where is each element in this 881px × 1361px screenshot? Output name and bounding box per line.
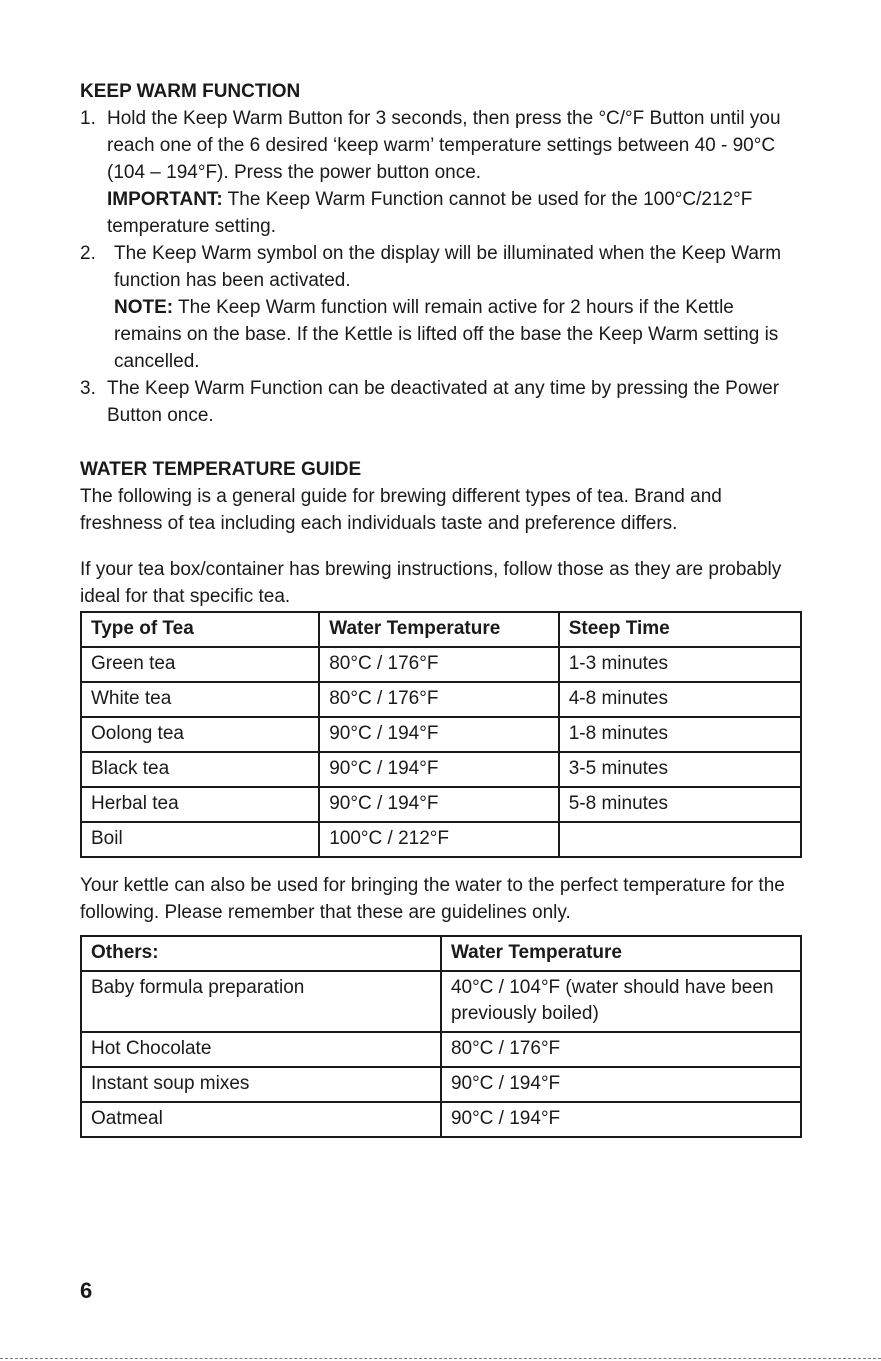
steep-time-cell: 5-8 minutes xyxy=(559,787,801,822)
keep-warm-step xyxy=(80,105,802,240)
temperature-cell: 90°C / 194°F xyxy=(441,1102,801,1137)
tea-table xyxy=(80,611,802,858)
header-water-temperature: Water Temperature xyxy=(441,936,801,971)
tea-type-cell: Oolong tea xyxy=(81,717,319,752)
manual-page xyxy=(80,78,802,1138)
temperature-cell: 90°C / 194°F xyxy=(441,1067,801,1102)
step-number: 1. xyxy=(80,108,96,129)
guide-intro-2: If your tea box/container has brewing instructions, follow those as they are probably ideal for that specific tea. xyxy=(80,559,782,607)
tea-type-cell: Black tea xyxy=(81,752,319,787)
step-number: 3. xyxy=(80,378,96,399)
others-intro: Your kettle can also be used for bringing the water to the perfect temperature for the following. Please remember that these are guidelines only. xyxy=(80,875,785,923)
temperature-cell: 100°C / 212°F xyxy=(319,822,558,857)
table-header-row xyxy=(81,612,801,647)
item-cell: Instant soup mixes xyxy=(81,1067,441,1102)
others-table xyxy=(80,935,802,1138)
keep-warm-steps xyxy=(80,105,802,429)
steep-time-cell: 1-8 minutes xyxy=(559,717,801,752)
temperature-cell: 80°C / 176°F xyxy=(441,1032,801,1067)
steep-time-cell: 3-5 minutes xyxy=(559,752,801,787)
table-row xyxy=(81,787,801,822)
temperature-cell: 80°C / 176°F xyxy=(319,682,558,717)
note-text: The Keep Warm function will remain active for 2 hours if the Kettle remains on the base. If the Kettle is lifted off the base the Keep Warm setting is cancelled. xyxy=(114,297,779,372)
page-bottom-rule xyxy=(0,1358,881,1359)
header-steep-time: Steep Time xyxy=(559,612,801,647)
temperature-cell: 90°C / 194°F xyxy=(319,752,558,787)
step-number: 2. xyxy=(80,243,96,264)
step-note xyxy=(114,294,802,375)
note-label: IMPORTANT: xyxy=(107,189,223,210)
keep-warm-step xyxy=(80,240,802,375)
temperature-cell: 40°C / 104°F (water should have been previously boiled) xyxy=(441,971,801,1032)
steep-time-cell: 1-3 minutes xyxy=(559,647,801,682)
step-note xyxy=(107,186,802,240)
table-row xyxy=(81,971,801,1032)
table-row xyxy=(81,647,801,682)
steep-time-cell: 4-8 minutes xyxy=(559,682,801,717)
header-type-of-tea: Type of Tea xyxy=(81,612,319,647)
header-water-temperature: Water Temperature xyxy=(319,612,558,647)
page-number: 6 xyxy=(80,1278,93,1303)
table-row xyxy=(81,717,801,752)
tea-type-cell: Green tea xyxy=(81,647,319,682)
step-text: The Keep Warm symbol on the display will be illuminated when the Keep Warm function has been activated. xyxy=(114,243,782,291)
table-row xyxy=(81,1102,801,1137)
table-row xyxy=(81,822,801,857)
guide-intro: The following is a general guide for brewing different types of tea. Brand and freshness of tea including each individuals taste and preference differs. xyxy=(80,486,722,534)
table-row xyxy=(81,752,801,787)
tea-type-cell: Herbal tea xyxy=(81,787,319,822)
steep-time-cell xyxy=(559,822,801,857)
table-header-row xyxy=(81,936,801,971)
table-row xyxy=(81,1067,801,1102)
temperature-guide-heading: WATER TEMPERATURE GUIDE xyxy=(80,459,362,480)
temperature-cell: 90°C / 194°F xyxy=(319,717,558,752)
tea-type-cell: Boil xyxy=(81,822,319,857)
item-cell: Baby formula preparation xyxy=(81,971,441,1032)
step-text: The Keep Warm Function can be deactivated at any time by pressing the Power Button once. xyxy=(107,378,780,426)
temperature-cell: 80°C / 176°F xyxy=(319,647,558,682)
step-text: Hold the Keep Warm Button for 3 seconds, then press the °C/°F Button until you reach one of the 6 desired ‘keep warm’ temperature settings between 40 - 90°C (104 – 194°F). Press the power button once. xyxy=(107,108,781,183)
keep-warm-step xyxy=(80,375,802,429)
item-cell: Hot Chocolate xyxy=(81,1032,441,1067)
note-text: The Keep Warm Function cannot be used for the 100°C/212°F temperature setting. xyxy=(107,189,753,237)
note-label: NOTE: xyxy=(114,297,174,318)
item-cell: Oatmeal xyxy=(81,1102,441,1137)
table-row xyxy=(81,1032,801,1067)
temperature-cell: 90°C / 194°F xyxy=(319,787,558,822)
keep-warm-heading: KEEP WARM FUNCTION xyxy=(80,81,301,102)
tea-type-cell: White tea xyxy=(81,682,319,717)
table-row xyxy=(81,682,801,717)
header-others: Others: xyxy=(81,936,441,971)
